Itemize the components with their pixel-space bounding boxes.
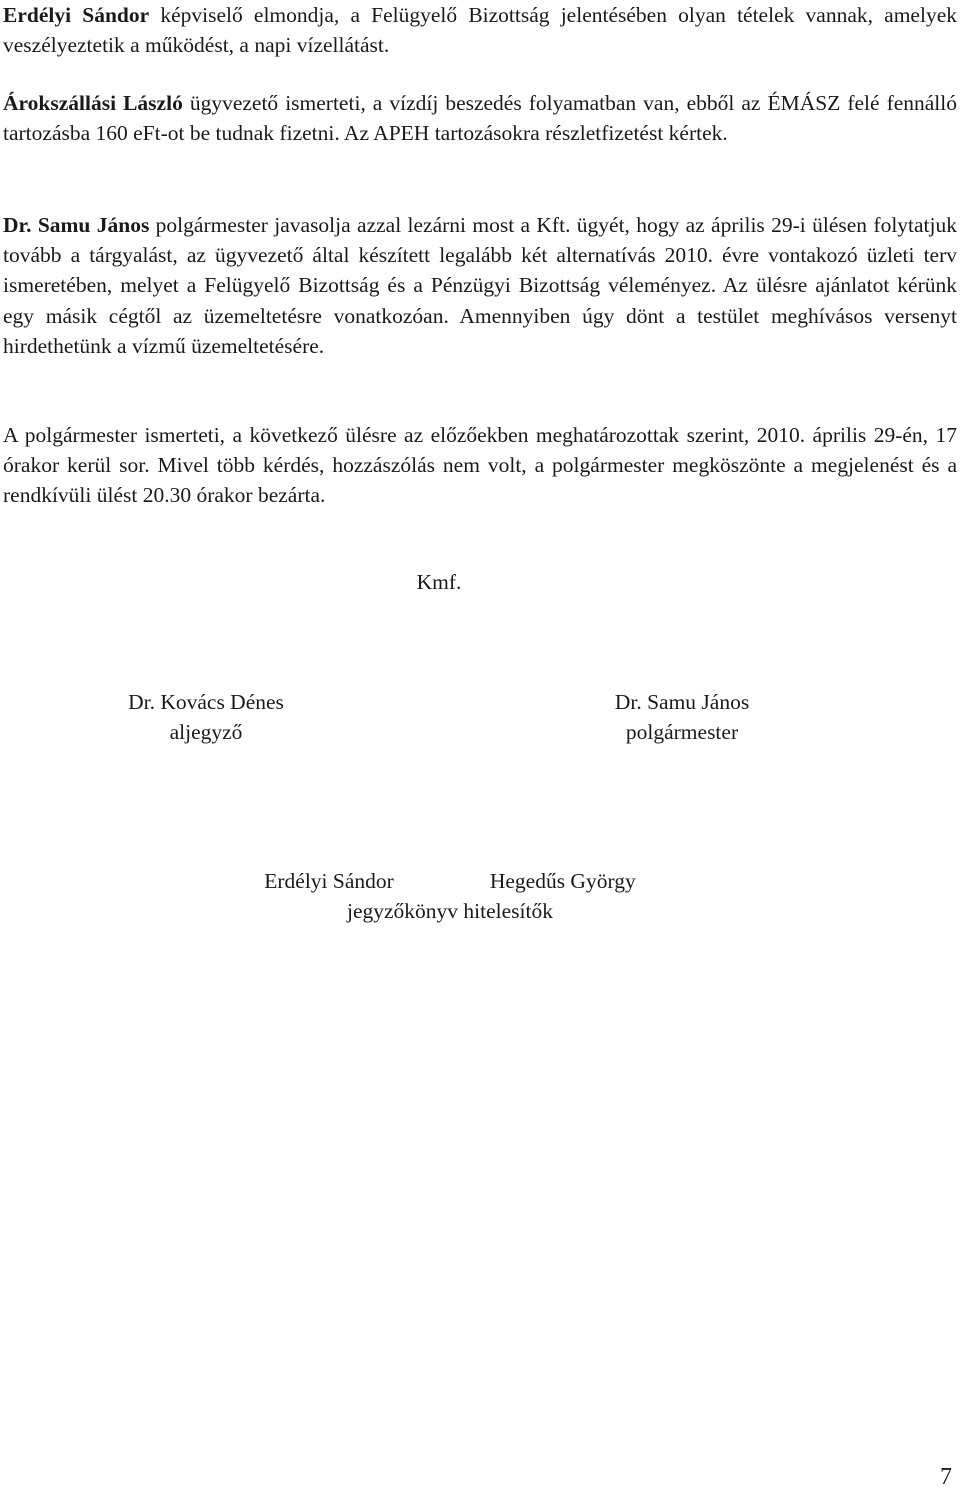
paragraph-2 — [3, 88, 957, 148]
signature-block-right — [532, 687, 832, 747]
speaker-name: Dr. Samu János — [3, 213, 150, 237]
paragraph-1 — [3, 0, 957, 60]
speaker-name: Árokszállási László — [3, 91, 183, 115]
page-number: 7 — [940, 1464, 952, 1490]
authenticator-names — [210, 866, 690, 896]
signatory-name: Dr. Kovács Dénes — [128, 690, 284, 714]
signatory-role: aljegyző — [169, 720, 243, 744]
paragraph-text: ügyvezető ismerteti, a vízdíj beszedés folyamatban van, ebből az ÉMÁSZ felé fennálló tartozásba 160 eFt-ot be tudnak fizetni. Az APEH tartozásokra részletfizetést kértek. — [3, 91, 958, 146]
authenticator-name-2: Hegedűs György — [489, 869, 636, 893]
paragraph-3 — [3, 210, 957, 361]
paragraph-text: polgármester javasolja azzal lezárni most a Kft. ügyét, hogy az április 29-i ülésen folytatjuk tovább a tárgyalást, az ügyvezető által készített legalább két alternatívás 2010. évre vontakozó üzleti terv ismeretében, melyet a Felügyelő Bizottság és a Pénzügyi Bizottság véleményez. Az ülésre ajánlatot kérünk egy másik cégtől az üzemeltetésre vonatkozóan. Amennyiben úgy dönt a testület meghívásos versenyt hirdethetünk a vízmű üzemeltetésére. — [3, 213, 957, 358]
authenticator-name-1: Erdélyi Sándor — [264, 869, 394, 893]
paragraph-4 — [3, 420, 957, 511]
authenticators-block — [210, 866, 690, 926]
speaker-name: Erdélyi Sándor — [3, 3, 150, 27]
closing-kmf: Kmf. — [416, 570, 462, 594]
paragraph-text: képviselő elmondja, a Felügyelő Bizottság jelentésében olyan tételek vannak, amelyek veszélyeztetik a működést, a napi vízellátást. — [3, 3, 957, 58]
signatory-name: Dr. Samu János — [614, 690, 750, 714]
signatory-role: polgármester — [625, 720, 739, 744]
authenticators-role: jegyzőkönyv hitelesítők — [346, 899, 553, 923]
signature-block-left — [56, 687, 356, 747]
paragraph-text: A polgármester ismerteti, a következő ülésre az előzőekben meghatározottak szerint, 2010. április 29-én, 17 órakor kerül sor. Mivel több kérdés, hozzászólás nem volt, a polgármester megköszönte a megjelenést és a rendkívüli ülést 20.30 órakor bezárta. — [3, 423, 957, 508]
